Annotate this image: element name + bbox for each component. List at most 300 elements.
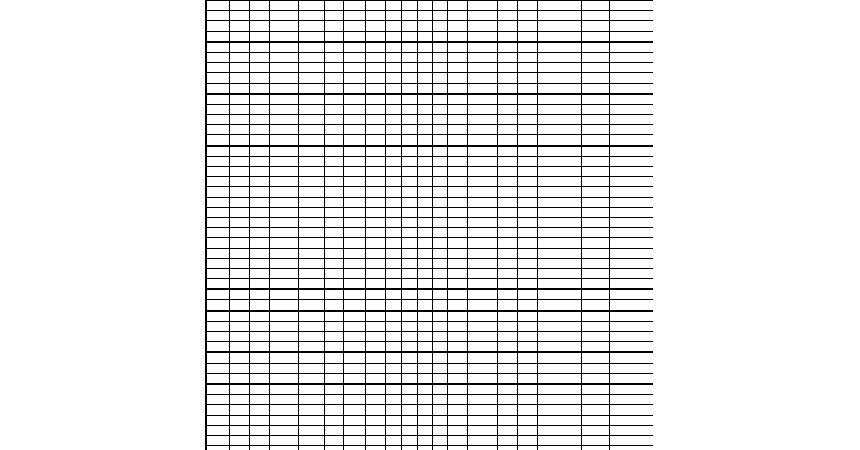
table-row bbox=[206, 167, 653, 177]
table-cell bbox=[581, 342, 609, 353]
table-cell bbox=[417, 197, 432, 207]
table-cell bbox=[447, 425, 467, 435]
table-cell bbox=[417, 268, 432, 278]
table-cell bbox=[417, 332, 432, 342]
table-cell bbox=[497, 197, 517, 207]
table-row bbox=[206, 238, 653, 248]
table-cell bbox=[581, 405, 609, 415]
table-cell bbox=[229, 104, 249, 114]
table-cell bbox=[537, 384, 581, 395]
table-cell bbox=[343, 248, 365, 258]
table-cell bbox=[537, 42, 581, 53]
table-cell bbox=[497, 342, 517, 353]
table-row bbox=[206, 187, 653, 197]
table-cell bbox=[497, 258, 517, 268]
table-cell bbox=[269, 425, 298, 435]
table-cell bbox=[417, 352, 432, 363]
table-cell bbox=[497, 395, 517, 405]
table-cell bbox=[609, 228, 653, 238]
table-cell bbox=[229, 73, 249, 83]
table-cell bbox=[269, 146, 298, 157]
table-cell bbox=[249, 115, 269, 125]
table-cell bbox=[385, 52, 401, 62]
table-cell bbox=[249, 405, 269, 415]
table-cell bbox=[269, 11, 298, 21]
table-cell bbox=[343, 446, 365, 450]
table-row bbox=[206, 415, 653, 425]
table-cell bbox=[365, 125, 385, 135]
table-cell bbox=[609, 31, 653, 42]
table-cell bbox=[517, 435, 537, 445]
table-cell bbox=[432, 125, 447, 135]
table-cell bbox=[417, 446, 432, 450]
table-cell bbox=[497, 94, 517, 105]
table-cell bbox=[517, 352, 537, 363]
table-row bbox=[206, 1, 653, 11]
table-cell bbox=[229, 321, 249, 331]
table-cell bbox=[298, 104, 324, 114]
table-cell bbox=[229, 207, 249, 217]
table-cell bbox=[229, 268, 249, 278]
table-cell bbox=[324, 115, 343, 125]
table-cell bbox=[517, 395, 537, 405]
table-cell bbox=[467, 435, 497, 445]
table-cell bbox=[609, 156, 653, 166]
table-cell bbox=[447, 332, 467, 342]
table-cell bbox=[206, 321, 229, 331]
table-cell bbox=[401, 415, 417, 425]
table-row bbox=[206, 258, 653, 268]
table-cell bbox=[581, 415, 609, 425]
table-cell bbox=[432, 395, 447, 405]
table-cell bbox=[385, 83, 401, 94]
table-cell bbox=[343, 73, 365, 83]
table-cell bbox=[298, 135, 324, 146]
table-cell bbox=[249, 1, 269, 11]
table-row bbox=[206, 52, 653, 62]
table-cell bbox=[324, 238, 343, 248]
table-cell bbox=[269, 125, 298, 135]
table-cell bbox=[417, 156, 432, 166]
table-cell bbox=[206, 177, 229, 187]
table-cell bbox=[298, 352, 324, 363]
table-cell bbox=[269, 135, 298, 146]
table-cell bbox=[517, 1, 537, 11]
table-cell bbox=[343, 435, 365, 445]
table-cell bbox=[324, 300, 343, 311]
table-cell bbox=[324, 311, 343, 322]
table-cell bbox=[401, 289, 417, 300]
table-cell bbox=[537, 425, 581, 435]
table-cell bbox=[324, 321, 343, 331]
table-cell bbox=[467, 352, 497, 363]
table-cell bbox=[609, 207, 653, 217]
table-cell bbox=[609, 11, 653, 21]
table-cell bbox=[298, 52, 324, 62]
table-cell bbox=[385, 342, 401, 353]
table-cell bbox=[269, 352, 298, 363]
table-cell bbox=[385, 63, 401, 73]
table-cell bbox=[401, 146, 417, 157]
table-cell bbox=[343, 332, 365, 342]
table-cell bbox=[249, 248, 269, 258]
table-cell bbox=[467, 135, 497, 146]
table-cell bbox=[249, 177, 269, 187]
table-cell bbox=[447, 415, 467, 425]
table-cell bbox=[537, 446, 581, 450]
table-cell bbox=[206, 300, 229, 311]
table-cell bbox=[537, 63, 581, 73]
table-cell bbox=[517, 63, 537, 73]
table-cell bbox=[581, 228, 609, 238]
table-cell bbox=[249, 321, 269, 331]
table-cell bbox=[497, 21, 517, 31]
table-cell bbox=[365, 228, 385, 238]
table-cell bbox=[365, 311, 385, 322]
table-cell bbox=[365, 73, 385, 83]
table-cell bbox=[609, 83, 653, 94]
table-cell bbox=[467, 31, 497, 42]
table-cell bbox=[432, 435, 447, 445]
table-cell bbox=[609, 187, 653, 197]
table-cell bbox=[324, 289, 343, 300]
table-cell bbox=[447, 435, 467, 445]
table-cell bbox=[517, 135, 537, 146]
table-cell bbox=[401, 11, 417, 21]
table-cell bbox=[447, 42, 467, 53]
table-cell bbox=[249, 217, 269, 227]
table-cell bbox=[467, 1, 497, 11]
table-cell bbox=[517, 289, 537, 300]
table-cell bbox=[249, 300, 269, 311]
table-cell bbox=[269, 405, 298, 415]
table-cell bbox=[343, 321, 365, 331]
table-cell bbox=[206, 1, 229, 11]
table-cell bbox=[324, 52, 343, 62]
table-cell bbox=[324, 217, 343, 227]
table-row bbox=[206, 435, 653, 445]
table-cell bbox=[269, 187, 298, 197]
table-cell bbox=[365, 197, 385, 207]
table-cell bbox=[581, 373, 609, 384]
table-cell bbox=[385, 268, 401, 278]
table-cell bbox=[385, 187, 401, 197]
table-row bbox=[206, 248, 653, 258]
table-cell bbox=[432, 248, 447, 258]
table-cell bbox=[206, 373, 229, 384]
table-cell bbox=[517, 300, 537, 311]
table-cell bbox=[417, 167, 432, 177]
table-cell bbox=[343, 268, 365, 278]
table-cell bbox=[206, 187, 229, 197]
table-cell bbox=[537, 125, 581, 135]
table-cell bbox=[517, 21, 537, 31]
table-cell bbox=[401, 217, 417, 227]
table-cell bbox=[467, 63, 497, 73]
table-cell bbox=[343, 31, 365, 42]
table-cell bbox=[385, 135, 401, 146]
table-cell bbox=[447, 125, 467, 135]
table-cell bbox=[401, 384, 417, 395]
table-cell bbox=[417, 115, 432, 125]
table-cell bbox=[324, 146, 343, 157]
table-cell bbox=[229, 52, 249, 62]
table-cell bbox=[206, 395, 229, 405]
table-cell bbox=[229, 300, 249, 311]
table-cell bbox=[229, 135, 249, 146]
table-cell bbox=[517, 405, 537, 415]
table-cell bbox=[537, 300, 581, 311]
table-cell bbox=[467, 384, 497, 395]
table-cell bbox=[298, 279, 324, 290]
table-cell bbox=[417, 207, 432, 217]
table-row bbox=[206, 63, 653, 73]
table-cell bbox=[467, 207, 497, 217]
table-cell bbox=[324, 425, 343, 435]
table-cell bbox=[343, 425, 365, 435]
table-cell bbox=[467, 300, 497, 311]
table-cell bbox=[365, 167, 385, 177]
table-cell bbox=[467, 425, 497, 435]
table-cell bbox=[517, 363, 537, 373]
table-cell bbox=[229, 11, 249, 21]
table-cell bbox=[298, 395, 324, 405]
table-cell bbox=[401, 425, 417, 435]
table-cell bbox=[385, 207, 401, 217]
table-cell bbox=[609, 197, 653, 207]
table-cell bbox=[581, 395, 609, 405]
table-cell bbox=[269, 52, 298, 62]
table-cell bbox=[401, 1, 417, 11]
table-cell bbox=[269, 279, 298, 290]
table-cell bbox=[385, 425, 401, 435]
table-cell bbox=[365, 187, 385, 197]
table-cell bbox=[401, 332, 417, 342]
table-cell bbox=[324, 63, 343, 73]
table-cell bbox=[417, 228, 432, 238]
table-cell bbox=[581, 321, 609, 331]
table-cell bbox=[609, 384, 653, 395]
table-cell bbox=[206, 197, 229, 207]
table-cell bbox=[324, 248, 343, 258]
table-cell bbox=[269, 63, 298, 73]
table-cell bbox=[497, 248, 517, 258]
table-cell bbox=[206, 352, 229, 363]
table-cell bbox=[432, 425, 447, 435]
table-cell bbox=[497, 279, 517, 290]
table-cell bbox=[467, 11, 497, 21]
spreadsheet-page bbox=[205, 0, 653, 450]
table-cell bbox=[269, 1, 298, 11]
table-cell bbox=[467, 258, 497, 268]
table-cell bbox=[517, 228, 537, 238]
table-cell bbox=[249, 363, 269, 373]
table-cell bbox=[432, 268, 447, 278]
table-cell bbox=[417, 258, 432, 268]
table-cell bbox=[269, 258, 298, 268]
table-cell bbox=[417, 415, 432, 425]
table-cell bbox=[581, 289, 609, 300]
table-cell bbox=[417, 52, 432, 62]
table-cell bbox=[249, 258, 269, 268]
table-cell bbox=[324, 104, 343, 114]
table-cell bbox=[229, 425, 249, 435]
table-cell bbox=[324, 332, 343, 342]
table-cell bbox=[581, 238, 609, 248]
table-cell bbox=[324, 373, 343, 384]
table-cell bbox=[249, 228, 269, 238]
table-cell bbox=[229, 115, 249, 125]
table-cell bbox=[249, 311, 269, 322]
table-cell bbox=[206, 311, 229, 322]
table-cell bbox=[324, 279, 343, 290]
table-cell bbox=[401, 405, 417, 415]
table-cell bbox=[581, 332, 609, 342]
table-cell bbox=[609, 248, 653, 258]
table-cell bbox=[343, 300, 365, 311]
table-cell bbox=[581, 384, 609, 395]
table-cell bbox=[324, 187, 343, 197]
table-cell bbox=[343, 1, 365, 11]
table-cell bbox=[497, 167, 517, 177]
table-cell bbox=[343, 146, 365, 157]
table-cell bbox=[581, 279, 609, 290]
table-cell bbox=[249, 373, 269, 384]
table-cell bbox=[324, 94, 343, 105]
table-cell bbox=[467, 197, 497, 207]
table-cell bbox=[269, 42, 298, 53]
table-cell bbox=[298, 238, 324, 248]
table-cell bbox=[609, 321, 653, 331]
table-cell bbox=[229, 94, 249, 105]
table-cell bbox=[269, 268, 298, 278]
table-row bbox=[206, 11, 653, 21]
table-cell bbox=[343, 156, 365, 166]
table-cell bbox=[497, 187, 517, 197]
table-cell bbox=[417, 435, 432, 445]
table-cell bbox=[497, 352, 517, 363]
table-cell bbox=[385, 248, 401, 258]
table-cell bbox=[206, 446, 229, 450]
table-cell bbox=[432, 300, 447, 311]
table-cell bbox=[229, 197, 249, 207]
table-row bbox=[206, 135, 653, 146]
table-cell bbox=[537, 187, 581, 197]
table-cell bbox=[298, 415, 324, 425]
table-cell bbox=[537, 332, 581, 342]
table-cell bbox=[343, 238, 365, 248]
table-cell bbox=[229, 238, 249, 248]
table-cell bbox=[249, 125, 269, 135]
table-cell bbox=[467, 279, 497, 290]
table-cell bbox=[324, 21, 343, 31]
table-cell bbox=[385, 238, 401, 248]
table-cell bbox=[537, 321, 581, 331]
table-cell bbox=[298, 21, 324, 31]
table-cell bbox=[537, 94, 581, 105]
table-cell bbox=[447, 395, 467, 405]
table-cell bbox=[249, 197, 269, 207]
table-cell bbox=[365, 52, 385, 62]
table-cell bbox=[249, 332, 269, 342]
table-cell bbox=[249, 207, 269, 217]
table-cell bbox=[537, 352, 581, 363]
table-cell bbox=[497, 146, 517, 157]
table-cell bbox=[447, 63, 467, 73]
table-cell bbox=[269, 363, 298, 373]
table-cell bbox=[229, 332, 249, 342]
table-cell bbox=[206, 115, 229, 125]
table-cell bbox=[249, 63, 269, 73]
table-cell bbox=[581, 11, 609, 21]
table-row bbox=[206, 342, 653, 353]
table-cell bbox=[401, 42, 417, 53]
table-cell bbox=[432, 197, 447, 207]
table-cell bbox=[581, 311, 609, 322]
table-cell bbox=[343, 363, 365, 373]
table-cell bbox=[324, 11, 343, 21]
table-cell bbox=[249, 268, 269, 278]
table-cell bbox=[417, 146, 432, 157]
table-cell bbox=[343, 125, 365, 135]
table-cell bbox=[206, 42, 229, 53]
table-cell bbox=[517, 31, 537, 42]
table-cell bbox=[497, 104, 517, 114]
table-cell bbox=[249, 187, 269, 197]
table-cell bbox=[581, 167, 609, 177]
table-cell bbox=[581, 177, 609, 187]
table-cell bbox=[269, 238, 298, 248]
table-cell bbox=[249, 73, 269, 83]
table-cell bbox=[517, 187, 537, 197]
table-cell bbox=[343, 94, 365, 105]
table-cell bbox=[229, 405, 249, 415]
table-cell bbox=[206, 384, 229, 395]
table-cell bbox=[365, 63, 385, 73]
table-cell bbox=[298, 217, 324, 227]
table-cell bbox=[467, 146, 497, 157]
table-cell bbox=[385, 73, 401, 83]
table-cell bbox=[401, 115, 417, 125]
table-cell bbox=[447, 342, 467, 353]
table-cell bbox=[324, 384, 343, 395]
table-cell bbox=[581, 268, 609, 278]
table-cell bbox=[298, 373, 324, 384]
table-row bbox=[206, 177, 653, 187]
table-cell bbox=[249, 83, 269, 94]
table-cell bbox=[417, 342, 432, 353]
table-cell bbox=[269, 446, 298, 450]
table-cell bbox=[324, 1, 343, 11]
table-cell bbox=[343, 228, 365, 238]
table-cell bbox=[324, 342, 343, 353]
table-cell bbox=[467, 21, 497, 31]
table-cell bbox=[229, 373, 249, 384]
table-cell bbox=[447, 94, 467, 105]
table-cell bbox=[269, 332, 298, 342]
table-cell bbox=[229, 63, 249, 73]
table-row bbox=[206, 21, 653, 31]
table-cell bbox=[517, 332, 537, 342]
table-cell bbox=[269, 373, 298, 384]
table-cell bbox=[229, 156, 249, 166]
table-cell bbox=[517, 146, 537, 157]
table-cell bbox=[517, 321, 537, 331]
table-cell bbox=[581, 94, 609, 105]
table-cell bbox=[417, 279, 432, 290]
table-cell bbox=[206, 289, 229, 300]
table-cell bbox=[467, 395, 497, 405]
